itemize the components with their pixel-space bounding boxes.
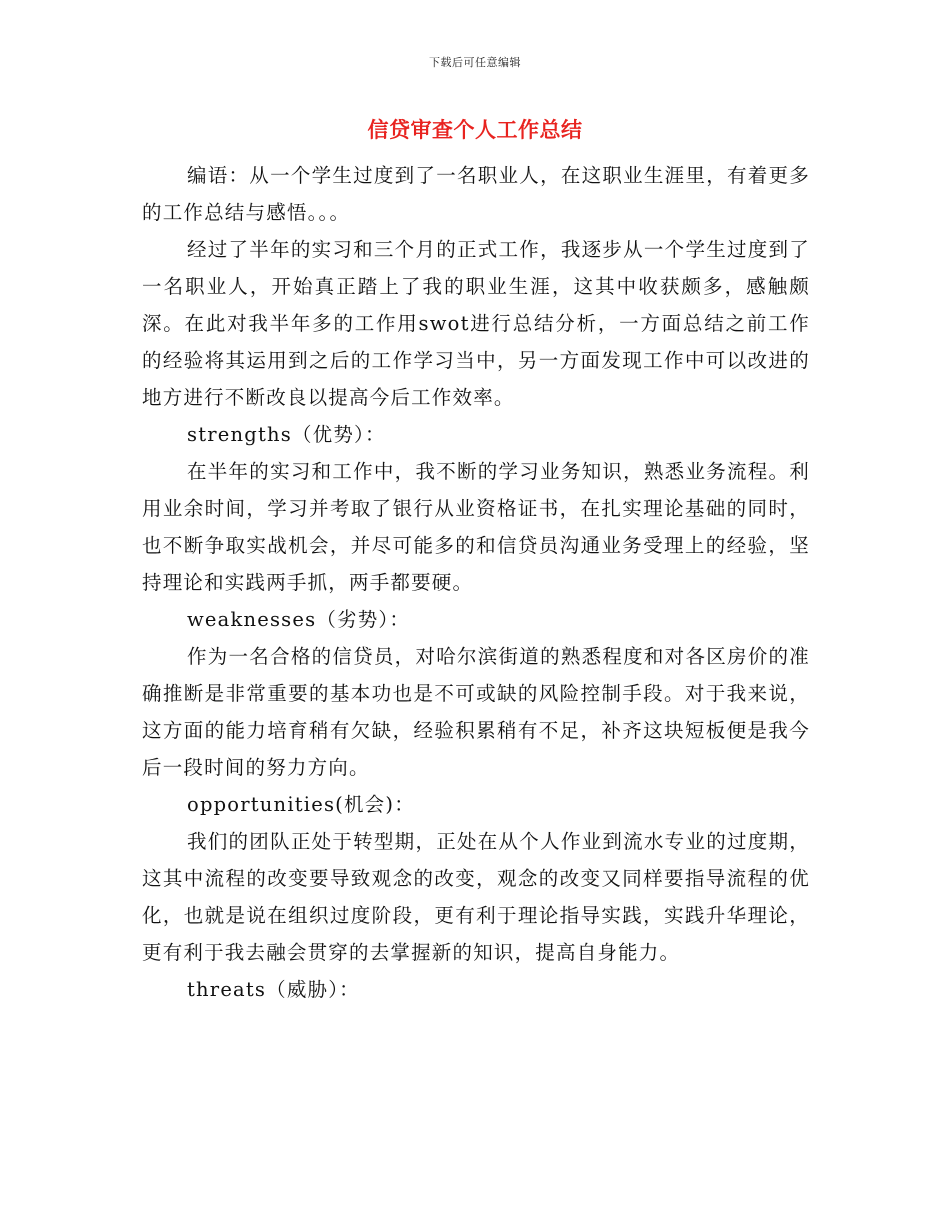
paragraph-strengths: 在半年的实习和工作中，我不断的学习业务知识，熟悉业务流程。利用业余时间，学习并考取了银行从业资格证书，在扎实理论基础的同时，也不断争取实战机会，并尽可能多的和信贷员沟通业务受理上的经验，坚持理论和实践两手抓，两手都要硬。 [142, 460, 810, 594]
heading-weaknesses: weaknesses（劣势）： [187, 608, 411, 631]
document-title: 信贷审查个人工作总结 [367, 118, 583, 142]
paragraph-intro: 编语：从一个学生过度到了一名职业人，在这职业生涯里，有着更多的工作总结与感悟。。。 [142, 164, 810, 224]
header-note: 下载后可任意编辑 [429, 56, 521, 69]
heading-strengths: strengths（优势）： [187, 423, 386, 446]
paragraph-weaknesses: 作为一名合格的信贷员，对哈尔滨街道的熟悉程度和对各区房价的准确推断是非常重要的基本功也是不可或缺的风险控制手段。对于我来说，这方面的能力培育稍有欠缺，经验积累稍有不足，补齐这块短板便是我今后一段时间的努力方向。 [142, 645, 810, 779]
paragraph-overview: 经过了半年的实习和三个月的正式工作，我逐步从一个学生过度到了一名职业人，开始真正踏上了我的职业生涯，这其中收获颇多，感触颇深。在此对我半年多的工作用swot进行总结分析，一方面总结之前工作的经验将其运用到之后的工作学习当中，另一方面发现工作中可以改进的地方进行不断改良以提高今后工作效率。 [142, 238, 810, 409]
paragraph-opportunities: 我们的团队正处于转型期，正处在从个人作业到流水专业的过度期，这其中流程的改变要导致观念的改变，观念的改变又同样要指导流程的优化，也就是说在组织过度阶段，更有利于理论指导实践，实践升华理论，更有利于我去融会贯穿的去掌握新的知识，提高自身能力。 [142, 830, 810, 964]
document-body [142, 157, 810, 1008]
heading-threats: threats（威胁）： [187, 978, 360, 1001]
heading-opportunities: opportunities(机会)： [187, 793, 415, 816]
